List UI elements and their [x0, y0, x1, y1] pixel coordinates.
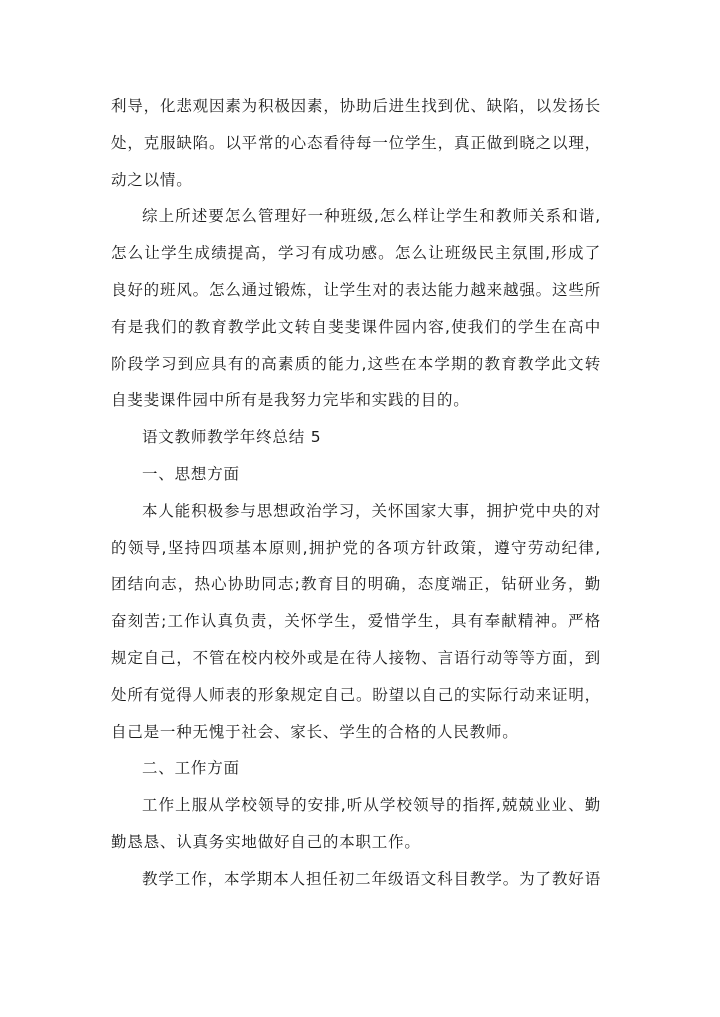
text-line: 良好的班风。怎么通过锻炼，让学生对的表达能力越来越强。这些所 — [111, 280, 601, 299]
text-line: 的领导,坚持四项基本原则,拥护党的各项方针政策，遵守劳动纪律, — [111, 538, 601, 557]
text-line: 有是我们的教育教学此文转自斐斐课件园内容,使我们的学生在高中 — [111, 317, 601, 336]
text-line: 自己是一种无愧于社会、家长、学生的合格的人民教师。 — [111, 722, 519, 741]
text-line: 工作上服从学校领导的安排,听从学校领导的指挥,兢兢业业、勤 — [142, 796, 601, 815]
text-line: 教学工作，本学期本人担任初二年级语文科目教学。为了教好语 — [142, 869, 601, 888]
text-line: 勤恳恳、认真务实地做好自己的本职工作。 — [111, 832, 421, 851]
text-line: 二、工作方面 — [142, 759, 240, 778]
text-line: 处，克服缺陷。以平常的心态看待每一位学生，真正做到晓之以理， — [111, 133, 601, 152]
text-line: 本人能积极参与思想政治学习，关怀国家大事，拥护党中央的对 — [142, 501, 601, 520]
text-line: 规定自己，不管在校内校外或是在待人接物、言语行动等等方面，到 — [111, 648, 601, 667]
text-line: 利导，化悲观因素为积极因素，协助后进生找到优、缺陷，以发扬长 — [111, 97, 601, 115]
text-line: 阶段学习到应具有的高素质的能力,这些在本学期的教育教学此文转 — [111, 354, 601, 373]
text-line: 怎么让学生成绩提高，学习有成功感。怎么让班级民主氛围,形成了 — [111, 244, 601, 263]
text-line: 自斐斐课件园中所有是我努力完毕和实践的目的。 — [111, 391, 470, 410]
text-line: 动之以情。 — [111, 170, 193, 189]
text-line: 语文教师教学年终总结 5 — [142, 428, 322, 447]
text-line: 团结向志，热心协助同志;教育目的明确，态度端正，钻研业务，勤 — [111, 575, 601, 594]
text-line: 综上所述要怎么管理好一种班级,怎么样让学生和教师关系和谐, — [142, 207, 601, 226]
text-line: 一、思想方面 — [142, 464, 240, 483]
text-line: 处所有觉得人师表的形象规定自己。盼望以自己的实际行动来证明， — [111, 685, 601, 704]
document-body — [111, 88, 601, 898]
text-line: 奋刻苦;工作认真负责，关怀学生，爱惜学生，具有奉献精神。严格 — [111, 612, 601, 631]
